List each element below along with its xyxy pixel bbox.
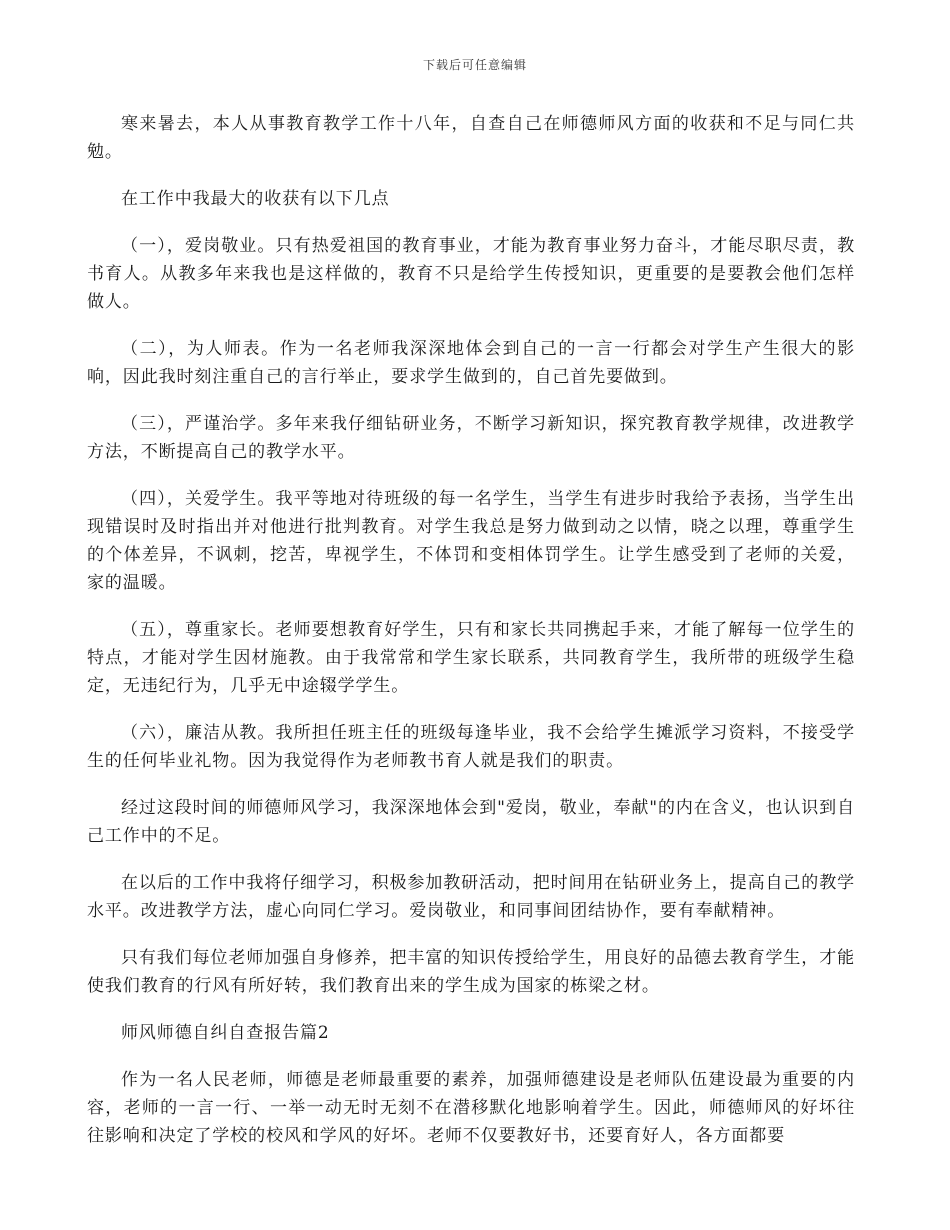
section-2-title: 师风师德自纠自查报告篇2 [121, 1023, 330, 1043]
gain-item-4: （四），关爱学生。我平等地对待班级的每一名学生，当学生有进步时我给予表扬，当学生出现错误时及时指出并对他进行批判教育。对学生我总是努力做到动之以情，晓之以理，尊重学生的个体差异，不讽刺，挖苦，卑视学生，不体罚和变相体罚学生。让学生感受到了老师的关爱，家的温暖。 [87, 489, 855, 593]
document-body [87, 110, 855, 1169]
gain-item-6: （六），廉洁从教。我所担任班主任的班级每逢毕业，我不会给学生摊派学习资料，不接受学生的任何毕业礼物。因为我觉得作为老师教书育人就是我们的职责。 [87, 723, 855, 771]
conclusion-paragraph: 只有我们每位老师加强自身修养，把丰富的知识传授给学生，用良好的品德去教育学生，才能使我们教育的行风有所好转，我们教育出来的学生成为国家的栋梁之材。 [87, 948, 855, 996]
gains-heading: 在工作中我最大的收获有以下几点 [121, 189, 390, 209]
page-header: 下载后可任意编辑 [422, 58, 527, 72]
future-plan-paragraph: 在以后的工作中我将仔细学习，积极参加教研活动，把时间用在钻研业务上，提高自己的教学水平。改进教学方法，虚心向同仁学习。爱岗敬业，和同事间团结协作，要有奉献精神。 [87, 873, 855, 921]
gain-item-5: （五），尊重家长。老师要想教育好学生，只有和家长共同携起手来，才能了解每一位学生的特点，才能对学生因材施教。由于我常常和学生家长联系，共同教育学生，我所带的班级学生稳定，无违纪行为，几乎无中途辍学学生。 [87, 620, 855, 696]
gain-item-1: （一），爱岗敬业。只有热爱祖国的教育事业，才能为教育事业努力奋斗，才能尽职尽责，教书育人。从教多年来我也是这样做的，教育不只是给学生传授知识，更重要的是要教会他们怎样做人。 [87, 236, 855, 312]
gain-item-3: （三），严谨治学。多年来我仔细钻研业务，不断学习新知识，探究教育教学规律，改进教学方法，不断提高自己的教学水平。 [87, 414, 855, 462]
reflection-paragraph: 经过这段时间的师德师风学习，我深深地体会到"爱岗，敬业，奉献"的内在含义，也认识到自己工作中的不足。 [87, 798, 855, 846]
intro-paragraph: 寒来暑去，本人从事教育教学工作十八年，自查自己在师德师风方面的收获和不足与同仁共勉。 [87, 114, 855, 162]
gain-item-2: （二），为人师表。作为一名老师我深深地体会到自己的一言一行都会对学生产生很大的影响，因此我时刻注重自己的言行举止，要求学生做到的，自己首先要做到。 [87, 339, 855, 387]
section-2-paragraph: 作为一名人民老师，师德是老师最重要的素养，加强师德建设是老师队伍建设最为重要的内容，老师的一言一行、一举一动无时无刻不在潜移默化地影响着学生。因此，师德师风的好坏往往影响和决定了学校的校风和学风的好坏。老师不仅要教好书，还要育好人，各方面都要 [87, 1070, 855, 1146]
